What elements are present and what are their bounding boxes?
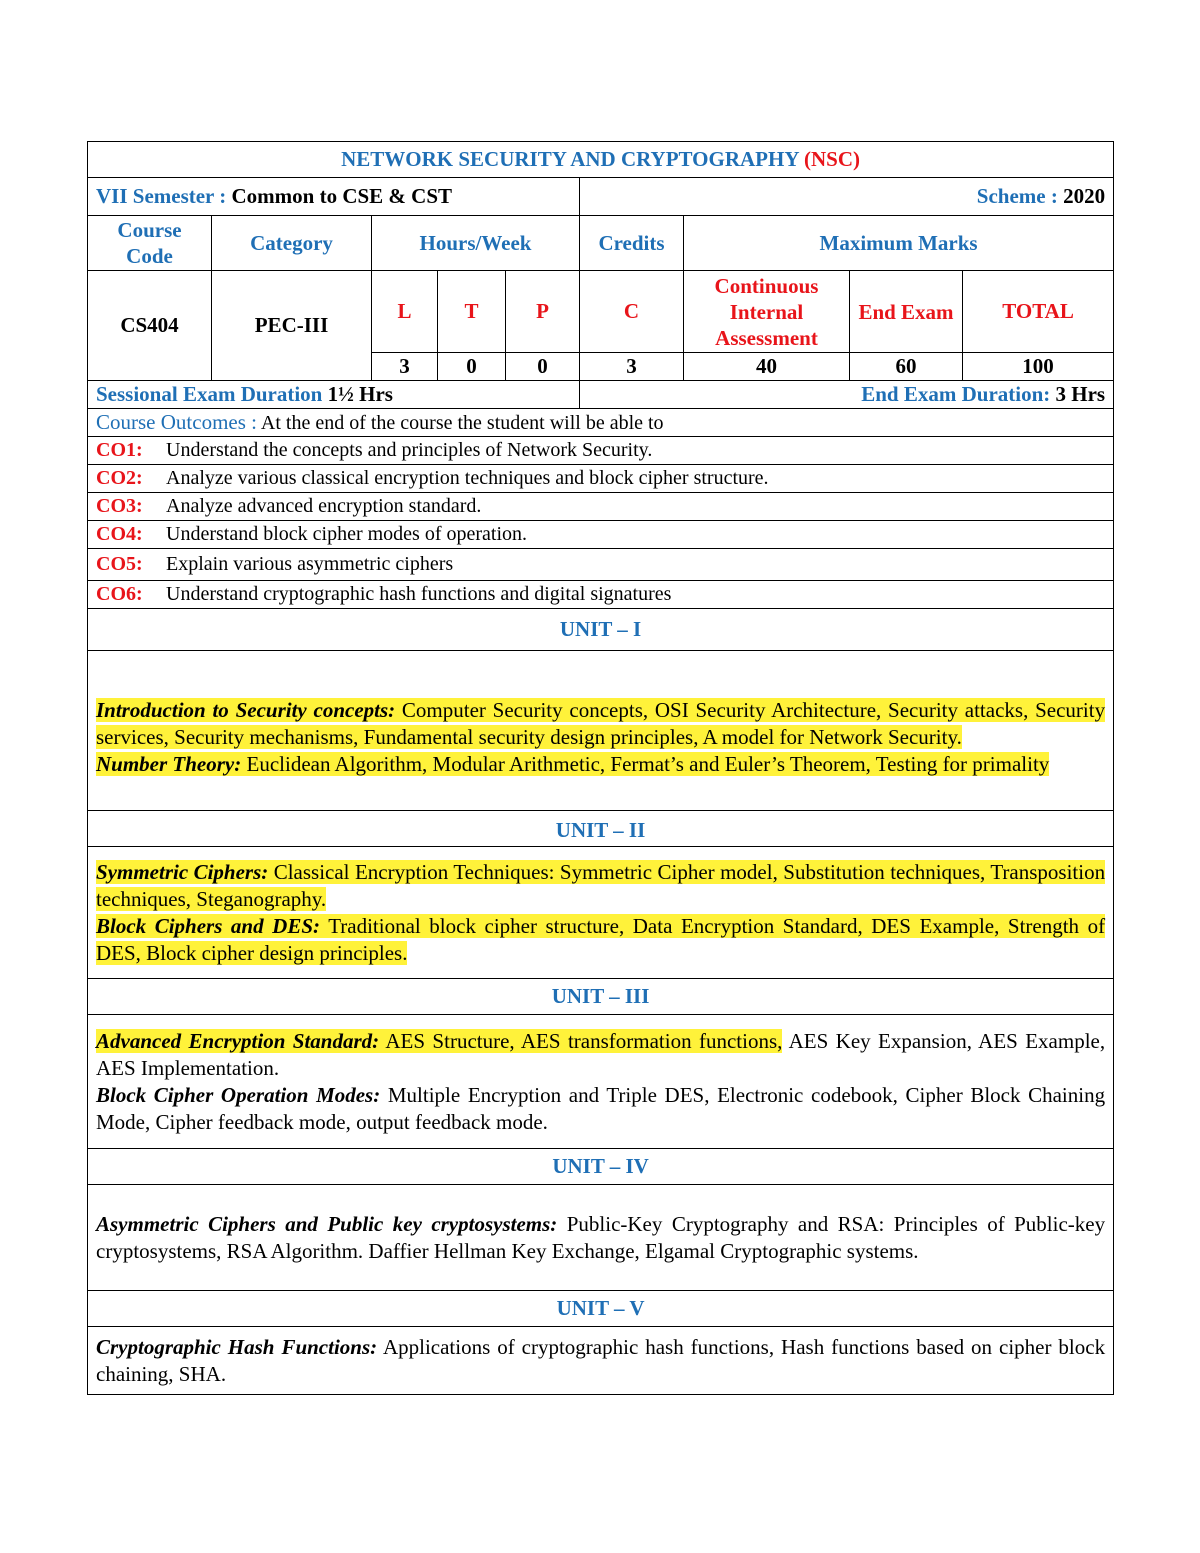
unit-paragraph [96,1028,1105,1082]
outcome-code: CO5: [96,553,143,575]
outcome-text: Understand block cipher modes of operation. [166,523,528,545]
outcomes-intro-row [88,409,1114,437]
unit-title-row [88,1291,1114,1327]
l-header: L [372,271,438,353]
scheme-cell [580,178,1114,216]
unit-5-content [88,1327,1114,1395]
duration-row [88,381,1114,409]
syllabus-document [87,141,1113,1395]
outcome-row [88,465,1114,493]
outcome-row [88,581,1114,609]
total-header: TOTAL [963,271,1114,353]
outcomes-intro-text: At the end of the course the student will be able to [260,412,664,434]
unit-3-title: UNIT – III [88,979,1114,1015]
outcome-code: CO1: [96,439,143,461]
unit-body-row [88,1185,1114,1291]
topic-heading: Block Ciphers and DES: [96,913,321,938]
sessional-value: 1½ Hrs [327,382,393,406]
course-row [88,271,1114,353]
end-duration-value: 3 Hrs [1055,382,1106,406]
outcome-row [88,437,1114,465]
outcome-item [88,581,1114,609]
course-category: PEC-III [212,271,372,381]
semester-value: Common to CSE & CST [231,184,453,208]
title-row [88,142,1114,178]
unit-4-content [88,1185,1114,1291]
topic-text: AES Key Expansion, AES Example, AES Implementation. [96,1028,1106,1080]
unit-1-title: UNIT – I [88,609,1114,651]
unit-paragraph [96,697,1105,751]
max-marks-header: Maximum Marks [684,216,1114,271]
topic-heading: Number Theory: [96,752,242,776]
outcome-row [88,493,1114,521]
outcome-text: Analyze advanced encryption standard. [166,495,482,517]
course-abbr: (NSC) [803,147,860,171]
l-value: 3 [372,353,438,381]
course-title [88,142,1114,178]
end-exam-duration [580,381,1114,409]
outcome-text: Analyze various classical encryption techniques and block cipher structure. [166,467,769,489]
semester-cell [88,178,580,216]
outcome-item [88,437,1114,465]
topic-heading: Advanced Encryption Standard: [96,1028,380,1053]
unit-title-row [88,1149,1114,1185]
course-code-header: Course Code [88,216,212,271]
outcome-text: Understand cryptographic hash functions and digital signatures [166,583,672,605]
p-header: P [506,271,580,353]
sessional-duration [88,381,580,409]
unit-paragraph [96,913,1105,967]
cia-value: 40 [684,353,850,381]
hours-week-header: Hours/Week [372,216,580,271]
unit-paragraph [96,1211,1105,1265]
outcome-text: Understand the concepts and principles of Network Security. [166,439,653,461]
unit-4-title: UNIT – IV [88,1149,1114,1185]
course-code: CS404 [88,271,212,381]
sessional-label: Sessional Exam Duration [96,382,323,406]
topic-heading: Asymmetric Ciphers and Public key cryptosystems: [96,1211,558,1236]
category-header: Category [212,216,372,271]
topic-text: Multiple Encryption and Triple DES, Electronic codebook, Cipher Block Chaining Mode, Cipher feedback mode, output feedback mode. [96,1082,1106,1134]
outcome-code: CO6: [96,583,143,605]
topic-heading: Introduction to Security concepts: [96,698,396,722]
outcomes-label: Course Outcomes : [96,410,257,434]
end-duration-label: End Exam Duration: [861,382,1051,406]
outcome-item [88,521,1114,549]
unit-body-row [88,1327,1114,1395]
semester-row [88,178,1114,216]
outcome-text: Explain various asymmetric ciphers [166,553,454,575]
topic-heading: Block Cipher Operation Modes: [96,1082,381,1107]
outcome-row [88,521,1114,549]
unit-3-content [88,1015,1114,1149]
header-row [88,216,1114,271]
topic-heading: Cryptographic Hash Functions: [96,1334,378,1359]
unit-body-row [88,651,1114,811]
end-value: 60 [850,353,963,381]
unit-paragraph [96,859,1105,913]
unit-title-row [88,979,1114,1015]
semester-label: VII Semester : [96,184,227,208]
unit-paragraph [96,1334,1105,1388]
scheme-value: 2020 [1063,184,1106,208]
unit-body-row [88,1015,1114,1149]
total-value: 100 [963,353,1114,381]
topic-text: Classical Encryption Techniques: Symmetric Cipher model, Substitution techniques, Transposition techniques, Steganography. [96,859,1106,911]
unit-title-row [88,811,1114,847]
cia-header: Continuous Internal Assessment [684,271,850,353]
c-header: C [580,271,684,353]
unit-1-content [88,651,1114,811]
outcomes-intro [88,409,1114,437]
outcome-item [88,465,1114,493]
c-value: 3 [580,353,684,381]
outcome-code: CO4: [96,523,143,545]
topic-text: AES Structure, AES transformation functions, [385,1028,783,1053]
outcome-row [88,549,1114,581]
outcome-item [88,549,1114,581]
unit-2-content [88,847,1114,979]
scheme-label: Scheme : [976,184,1058,208]
topic-text: Applications of cryptographic hash functions, Hash functions based on cipher block chaining, SHA. [96,1334,1106,1386]
outcome-code: CO3: [96,495,143,517]
topic-text: Public-Key Cryptography and RSA: Principles of Public-key cryptosystems, RSA Algorithm. Daffier Hellman Key Exchange, Elgamal Cryptographic systems. [96,1211,1106,1263]
unit-paragraph [96,751,1105,778]
end-exam-header: End Exam [850,271,963,353]
unit-5-title: UNIT – V [88,1291,1114,1327]
unit-body-row [88,847,1114,979]
unit-title-row [88,609,1114,651]
outcome-code: CO2: [96,467,143,489]
unit-paragraph [96,1082,1105,1136]
credits-header: Credits [580,216,684,271]
outcome-item [88,493,1114,521]
unit-2-title: UNIT – II [88,811,1114,847]
topic-text: Traditional block cipher structure, Data Encryption Standard, DES Example, Strength of DES, Block cipher design principles. [96,913,1106,965]
topic-text: Computer Security concepts, OSI Security Architecture, Security attacks, Security services, Security mechanisms, Fundamental security design principles, A model for Network Security. [96,698,1106,749]
course-title-text: NETWORK SECURITY AND CRYPTOGRAPHY [341,147,799,171]
t-value: 0 [438,353,506,381]
t-header: T [438,271,506,353]
p-value: 0 [506,353,580,381]
topic-heading: Symmetric Ciphers: [96,859,269,884]
syllabus-table [87,141,1114,1395]
topic-text: Euclidean Algorithm, Modular Arithmetic, Fermat’s and Euler’s Theorem, Testing for primality [246,752,1050,776]
